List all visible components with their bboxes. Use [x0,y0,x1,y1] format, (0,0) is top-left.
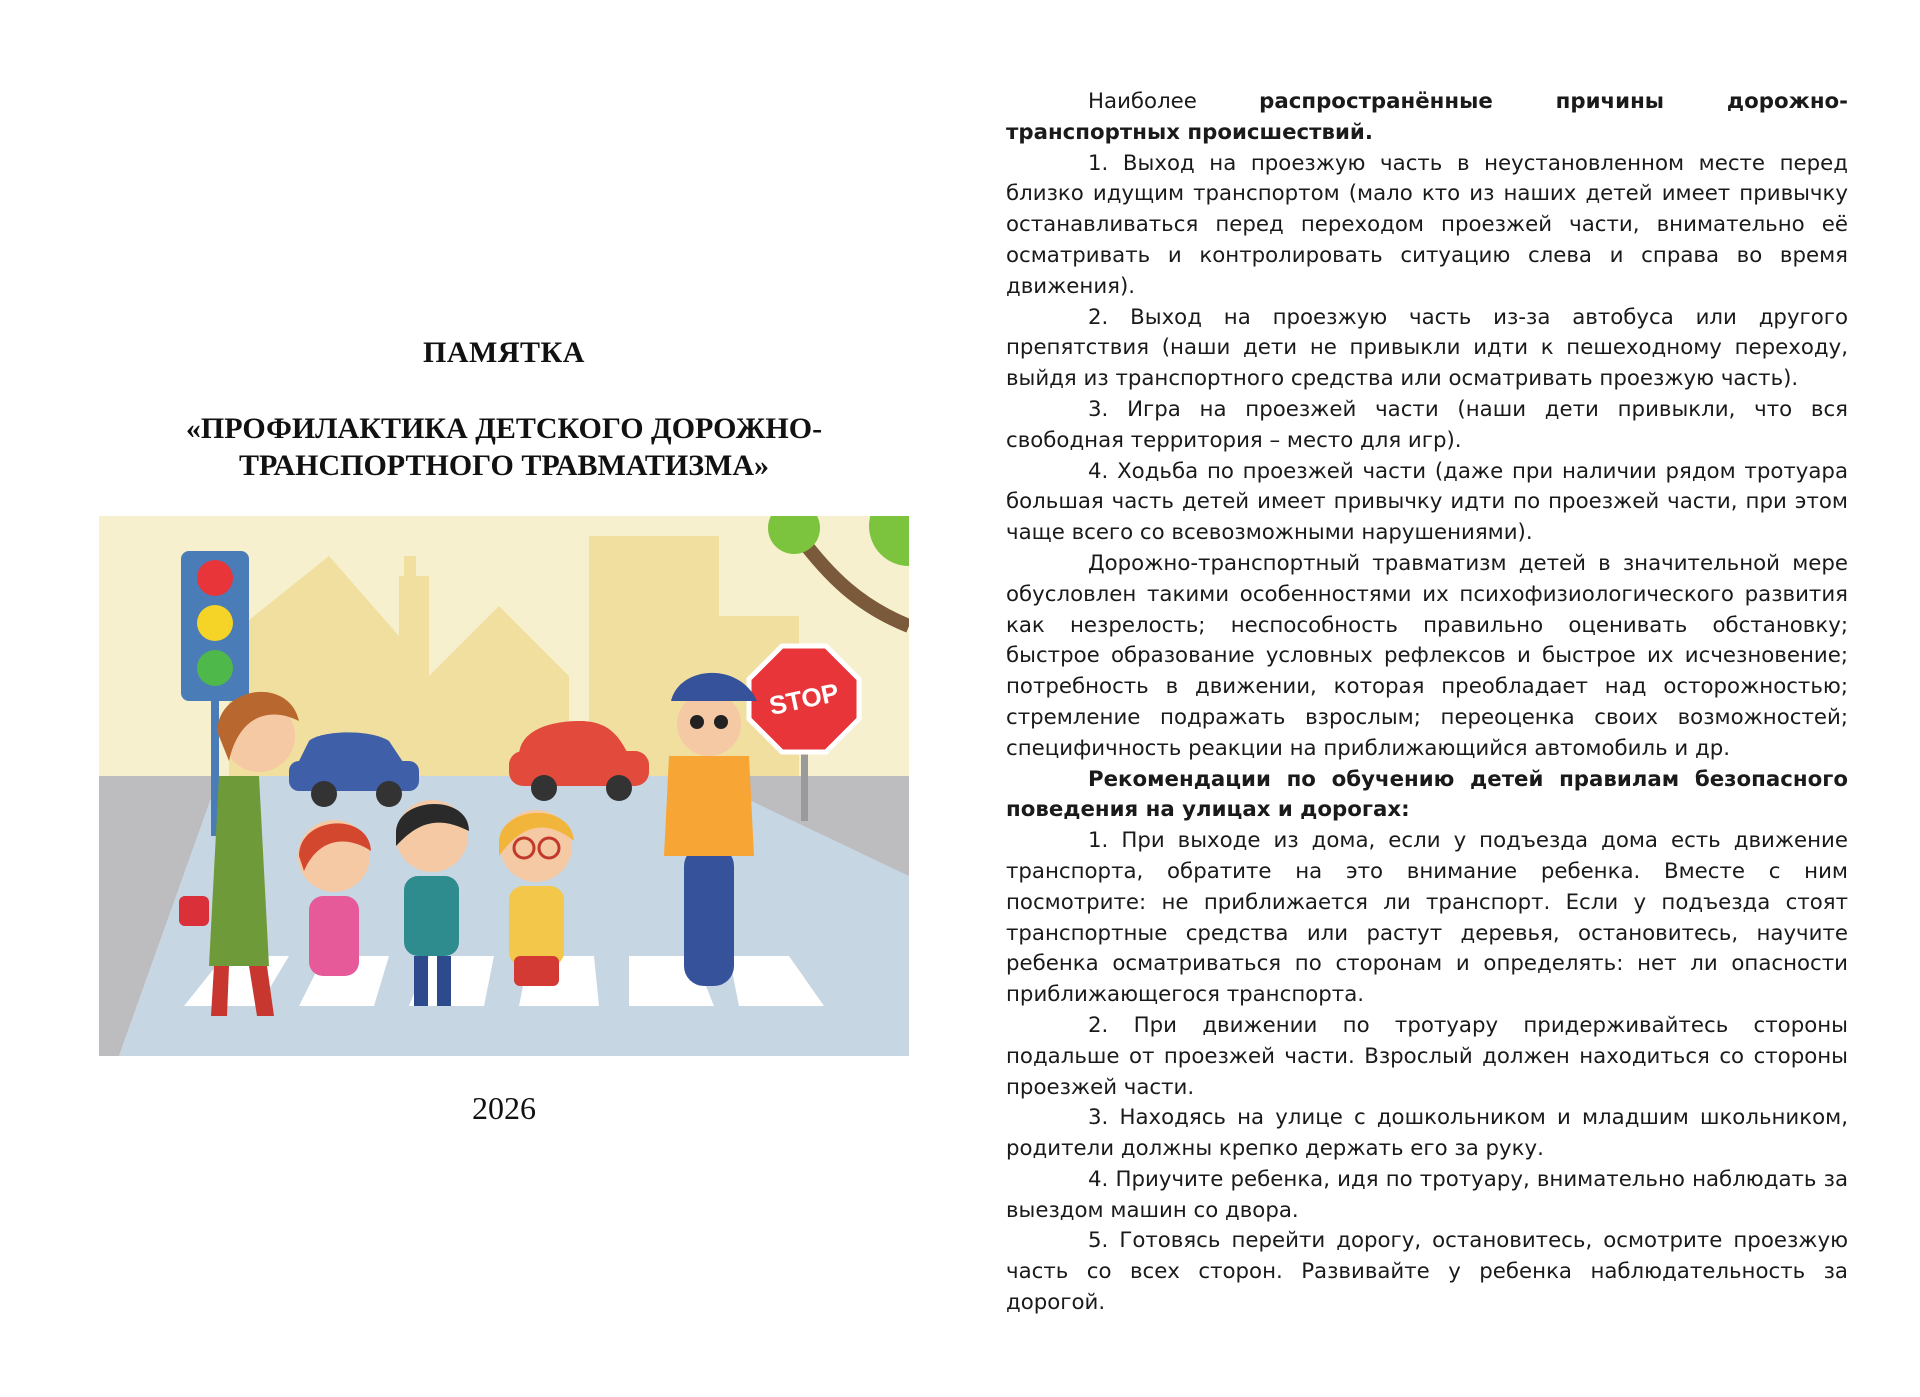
recommendation-item: 3. Находясь на улице с дошкольником и младшим школьником, родители должны крепко держать его за руку. [1006,1105,1848,1162]
memo-subtitle [100,410,908,484]
cause-item: 4. Ходьба по проезжей части (даже при наличии рядом тротуара большая часть детей имеет привычку идти по проезжей части, при этом чаще всего со всевозможными нарушениями). [1006,458,1848,546]
crosswalk-illustration [99,516,909,1056]
explanation-paragraph: Дорожно-транспортный травматизм детей в значительной мере обусловлен такими особенностями их психофизиологического развития как незрелость; неспособность правильно оценивать обстановку; быстрое образование условных рефлексов и быстрое их исчезновение; потребность в движении, которая преобладает над осторожностью; стремление подражать взрослым; переоценка своих возможностей; специфичность реакции на приближающийся автомобиль и др. [1006,550,1848,761]
cause-item: 1. Выход на проезжую часть в неустановленном месте перед близко идущим транспортом (мало кто из наших детей имеет привычку останавливаться перед переходом проезжей части, внимательно её осматривать и контролировать ситуацию слева и справа во время движения). [1006,150,1848,299]
cause-item: 2. Выход на проезжую часть из-за автобуса или другого препятствия (наши дети не привыкли идти к пешеходному переходу, выйдя из транспортного средства или осматривать проезжую часть). [1006,304,1848,392]
recommendation-item: 2. При движении по тротуару придерживайтесь стороны подальше от проезжей части. Взрослый должен находиться со стороны проезжей части. [1006,1012,1848,1100]
cause-item: 3. Игра на проезжей части (наши дети привыкли, что вся свободная территория – место для игр). [1006,396,1848,453]
causes-heading-paragraph [1006,87,1848,149]
memo-subtitle-line-2: ТРАНСПОРТНОГО ТРАВМАТИЗМА» [238,449,770,482]
recommendation-item: 4. Приучите ребенка, идя по тротуару, внимательно наблюдать за выездом машин со двора. [1006,1166,1848,1223]
right-page [1006,87,1848,1319]
causes-heading: распространённые причины дорожно-транспортных происшествий. [1006,89,1848,145]
recommendations-heading: Рекомендации по обучению детей правилам безопасного поведения на улицах и дорогах: [1006,766,1848,823]
year: 2026 [472,1090,536,1126]
recommendation-item: 1. При выходе из дома, если у подъезда дома есть движение транспорта, обратите на это внимание ребенка. Вместе с ним посмотрите: не приближается ли транспорт. Если у подъезда стоят транспортные средства или растут деревья, остановитесь, научите ребенка осматриваться по сторонам и определять: нет ли опасности приближающегося транспорта. [1006,828,1848,1008]
memo-subtitle-line-1: «ПРОФИЛАКТИКА ДЕТСКОГО ДОРОЖНО- [185,412,823,445]
memo-title: ПАМЯТКА [423,336,585,369]
recommendation-item: 5. Готовясь перейти дорогу, остановитесь, осмотрите проезжую часть со всех сторон. Развивайте у ребенка наблюдательность за дорогой. [1006,1228,1848,1316]
causes-intro: Наиболее [1088,89,1197,114]
stop-sign-text: STOP [766,677,842,721]
